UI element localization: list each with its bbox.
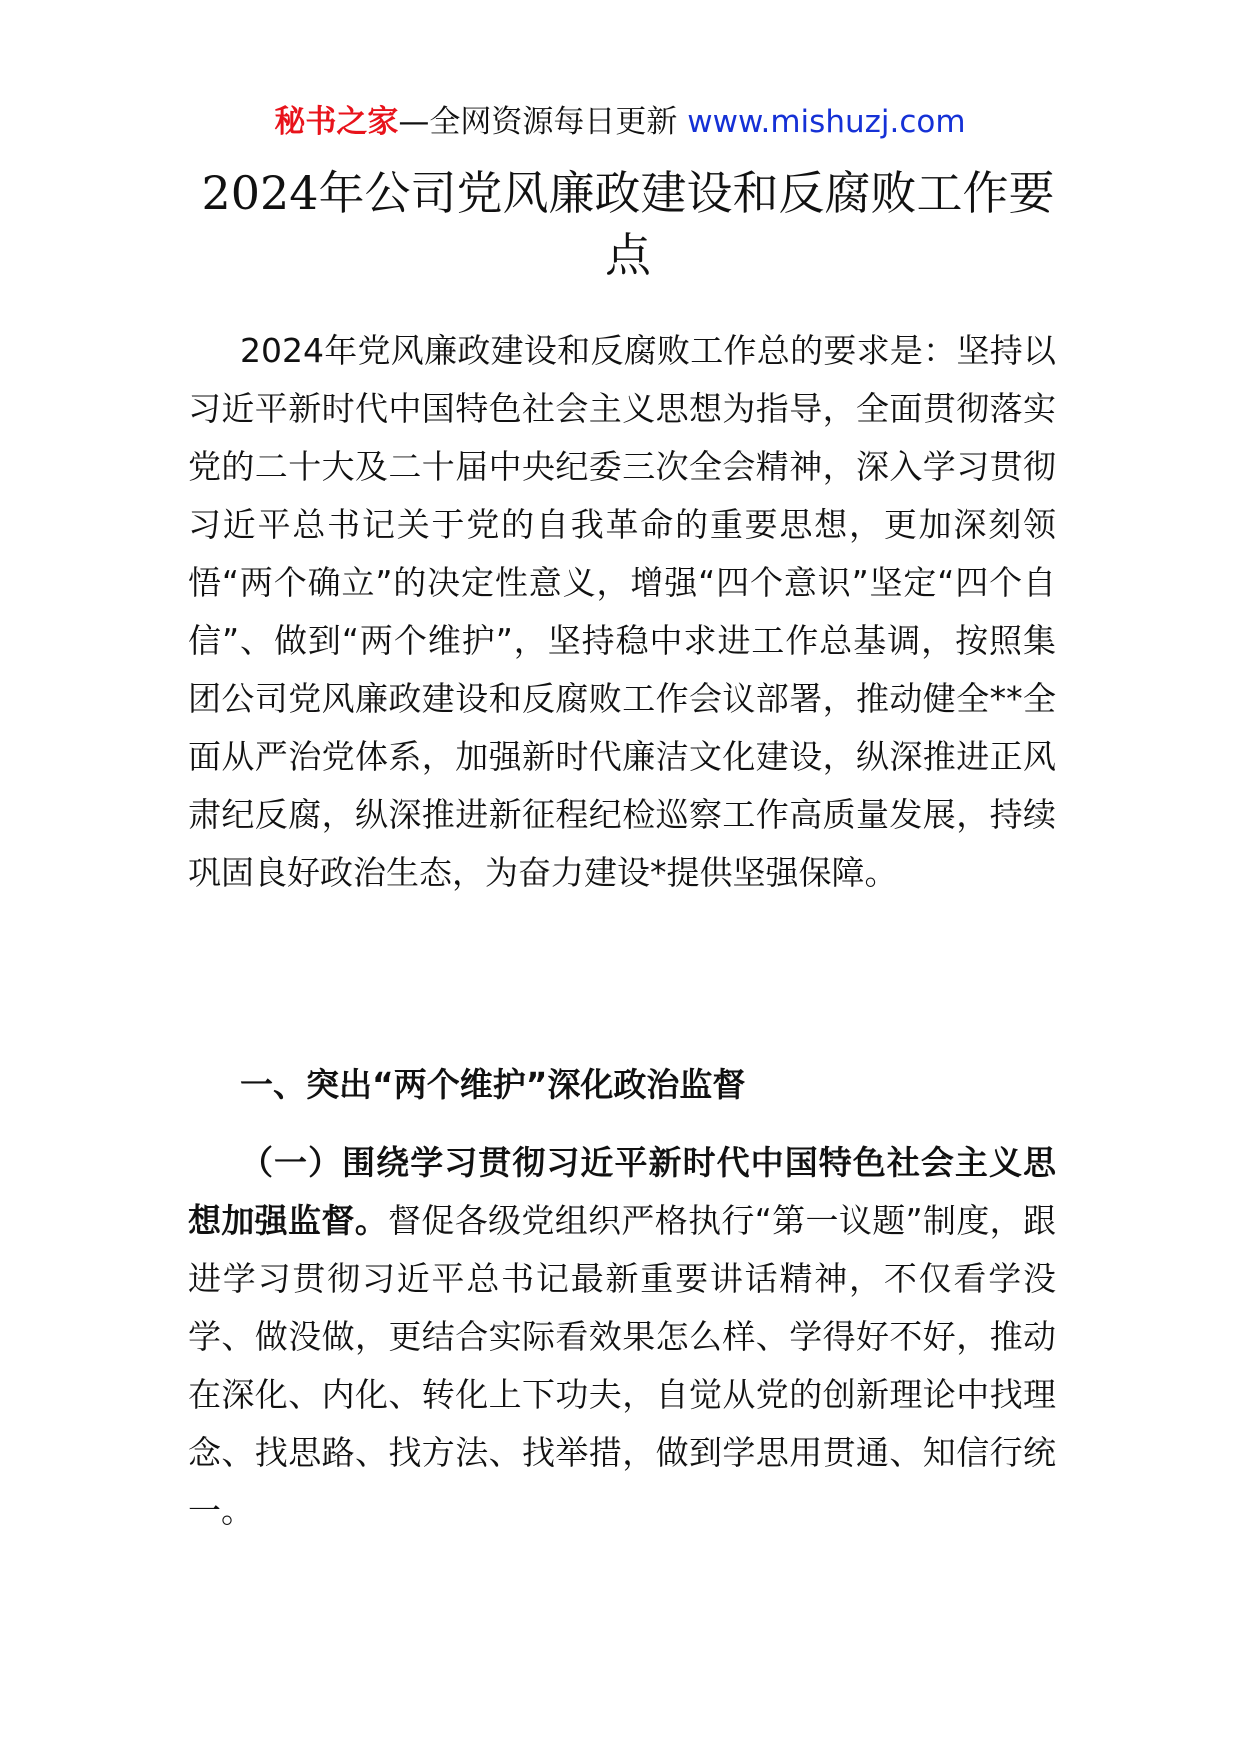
site-url-link[interactable]: www.mishuzj.com [687, 104, 966, 140]
document-title: 2024年公司党风廉政建设和反腐败工作要点 [201, 166, 1055, 282]
intro-paragraph: 2024年党风廉政建设和反腐败工作总的要求是：坚持以习近平新时代中国特色社会主义思想为指导，全面贯彻落实党的二十大及二十届中央纪委三次全会精神，深入学习贯彻习近平总书记关于党的自我革命的重要思想，更加深刻领悟“两个确立”的决定性意义，增强“四个意识”坚定“四个自信”、做到“两个维护”，坚持稳中求进工作总基调，按照集团公司党风廉政建设和反腐败工作会议部署，推动健全**全面从严治党体系，加强新时代廉洁文化建设，纵深推进正风肃纪反腐，纵深推进新征程纪检巡察工作高质量发展，持续巩固良好政治生态，为奋力建设*提供坚强保障。 [188, 331, 1056, 892]
header-tagline: —全网资源每日更新 [398, 104, 688, 140]
subsection-paragraph [188, 1134, 1056, 1540]
site-header [0, 100, 1240, 144]
subsection-lead: （一）围绕学习贯彻习近平新时代中国特色社会主义思想加强监督。 [188, 1143, 1056, 1240]
brand-name: 秘书之家 [274, 104, 399, 140]
subsection-body: 督促各级党组织严格执行“第一议题”制度，跟进学习贯彻习近平总书记最新重要讲话精神，不仅看学没学、做没做，更结合实际看效果怎么样、学得好不好，推动在深化、内化、转化上下功夫，自觉从党的创新理论中找理念、找思路、找方法、找举措，做到学思用贯通、知信行统一。 [188, 1201, 1056, 1530]
section-heading: 一、突出“两个维护”深化政治监督 [240, 1065, 746, 1104]
